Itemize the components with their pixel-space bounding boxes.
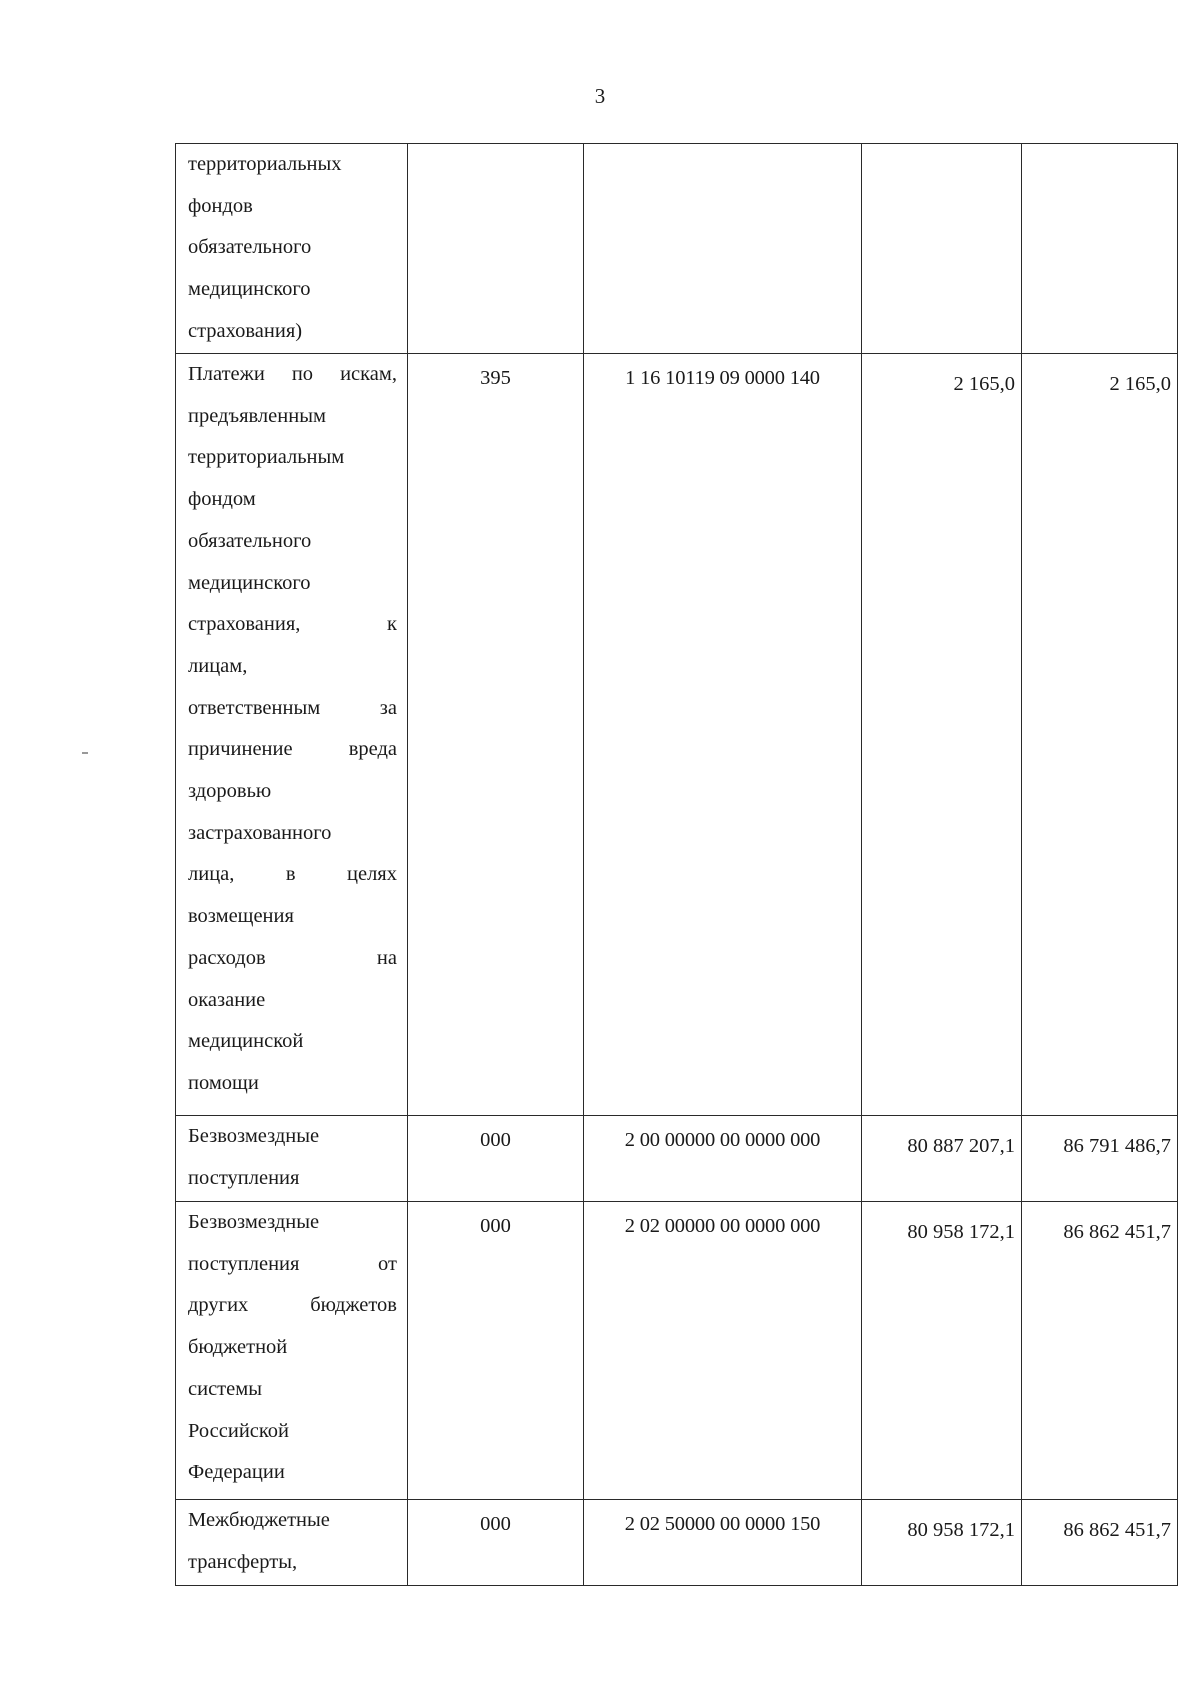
row-name-line: поступления	[188, 1166, 300, 1189]
table-row	[176, 1116, 1178, 1202]
scan-mark	[82, 752, 88, 754]
row-name-cell	[176, 1202, 408, 1500]
budget-code-cell: 2 02 50000 00 0000 150	[584, 1500, 862, 1586]
row-name-line: медицинского	[188, 571, 311, 594]
row-name-line: страхования)	[188, 319, 303, 342]
value-1-cell: 2 165,0	[862, 354, 1022, 1116]
admin-code-cell: 395	[408, 354, 584, 1116]
row-name-line: предъявленным	[188, 404, 326, 427]
row-name-line: других бюджетов	[188, 1294, 397, 1317]
table-row	[176, 1500, 1178, 1586]
row-name-line: застрахованного	[188, 821, 332, 844]
row-name-line: обязательного	[188, 236, 312, 259]
table-row	[176, 354, 1178, 1116]
value-2-cell: 2 165,0	[1022, 354, 1178, 1116]
row-name-cell	[176, 1116, 408, 1202]
row-name-line: обязательного	[188, 529, 312, 552]
row-name-line: медицинской	[188, 1030, 304, 1053]
admin-code-cell: 000	[408, 1116, 584, 1202]
row-name-line: Федерации	[188, 1461, 285, 1484]
row-name-line: Безвозмездные	[188, 1125, 320, 1147]
row-name-line: медицинского	[188, 278, 311, 301]
value-1-cell: 80 887 207,1	[862, 1116, 1022, 1202]
admin-code-cell: 000	[408, 1500, 584, 1586]
row-name-line: бюджетной	[188, 1336, 288, 1359]
row-name-line: Межбюджетные	[188, 1509, 330, 1531]
page-number: 3	[594, 84, 606, 108]
admin-code-cell: 000	[408, 1202, 584, 1500]
table-row	[176, 144, 1178, 354]
admin-code-cell	[408, 144, 584, 354]
row-name-cell	[176, 354, 408, 1116]
row-name-line: страхования, к	[188, 613, 397, 636]
row-name-line: оказание	[188, 988, 266, 1011]
row-name-line: поступления от	[188, 1252, 397, 1275]
value-2-cell	[1022, 144, 1178, 354]
row-name-line: лица, в целях	[188, 863, 397, 886]
row-name-line: фондов	[188, 194, 253, 217]
value-2-cell: 86 862 451,7	[1022, 1500, 1178, 1586]
row-name-line: Российской	[188, 1419, 290, 1442]
row-name-line: трансферты,	[188, 1550, 298, 1573]
row-name-cell	[176, 1500, 408, 1586]
row-name-line: расходов на	[188, 946, 397, 969]
row-name-line: территориальных	[188, 153, 342, 175]
budget-code-cell: 1 16 10119 09 0000 140	[584, 354, 862, 1116]
row-name-line: ответственным за	[188, 696, 397, 719]
row-name-line: причинение вреда	[188, 738, 397, 761]
budget-code-cell	[584, 144, 862, 354]
value-1-cell: 80 958 172,1	[862, 1500, 1022, 1586]
row-name-line: помощи	[188, 1071, 259, 1094]
row-name-line: фондом	[188, 488, 256, 511]
row-name-line: территориальным	[188, 446, 345, 469]
value-2-cell: 86 862 451,7	[1022, 1202, 1178, 1500]
row-name-line: Безвозмездные	[188, 1211, 320, 1233]
budget-code-cell: 2 02 00000 00 0000 000	[584, 1202, 862, 1500]
value-2-cell: 86 791 486,7	[1022, 1116, 1178, 1202]
row-name-line: возмещения	[188, 905, 294, 928]
row-name-cell	[176, 144, 408, 354]
budget-code-cell: 2 00 00000 00 0000 000	[584, 1116, 862, 1202]
row-name-line: Платежи по искам,	[188, 363, 397, 385]
row-name-line: системы	[188, 1377, 262, 1400]
row-name-line: лицам,	[188, 654, 248, 677]
value-1-cell	[862, 144, 1022, 354]
revenue-table	[175, 143, 1178, 1586]
row-name-line: здоровью	[188, 780, 272, 803]
value-1-cell: 80 958 172,1	[862, 1202, 1022, 1500]
table-row	[176, 1202, 1178, 1500]
